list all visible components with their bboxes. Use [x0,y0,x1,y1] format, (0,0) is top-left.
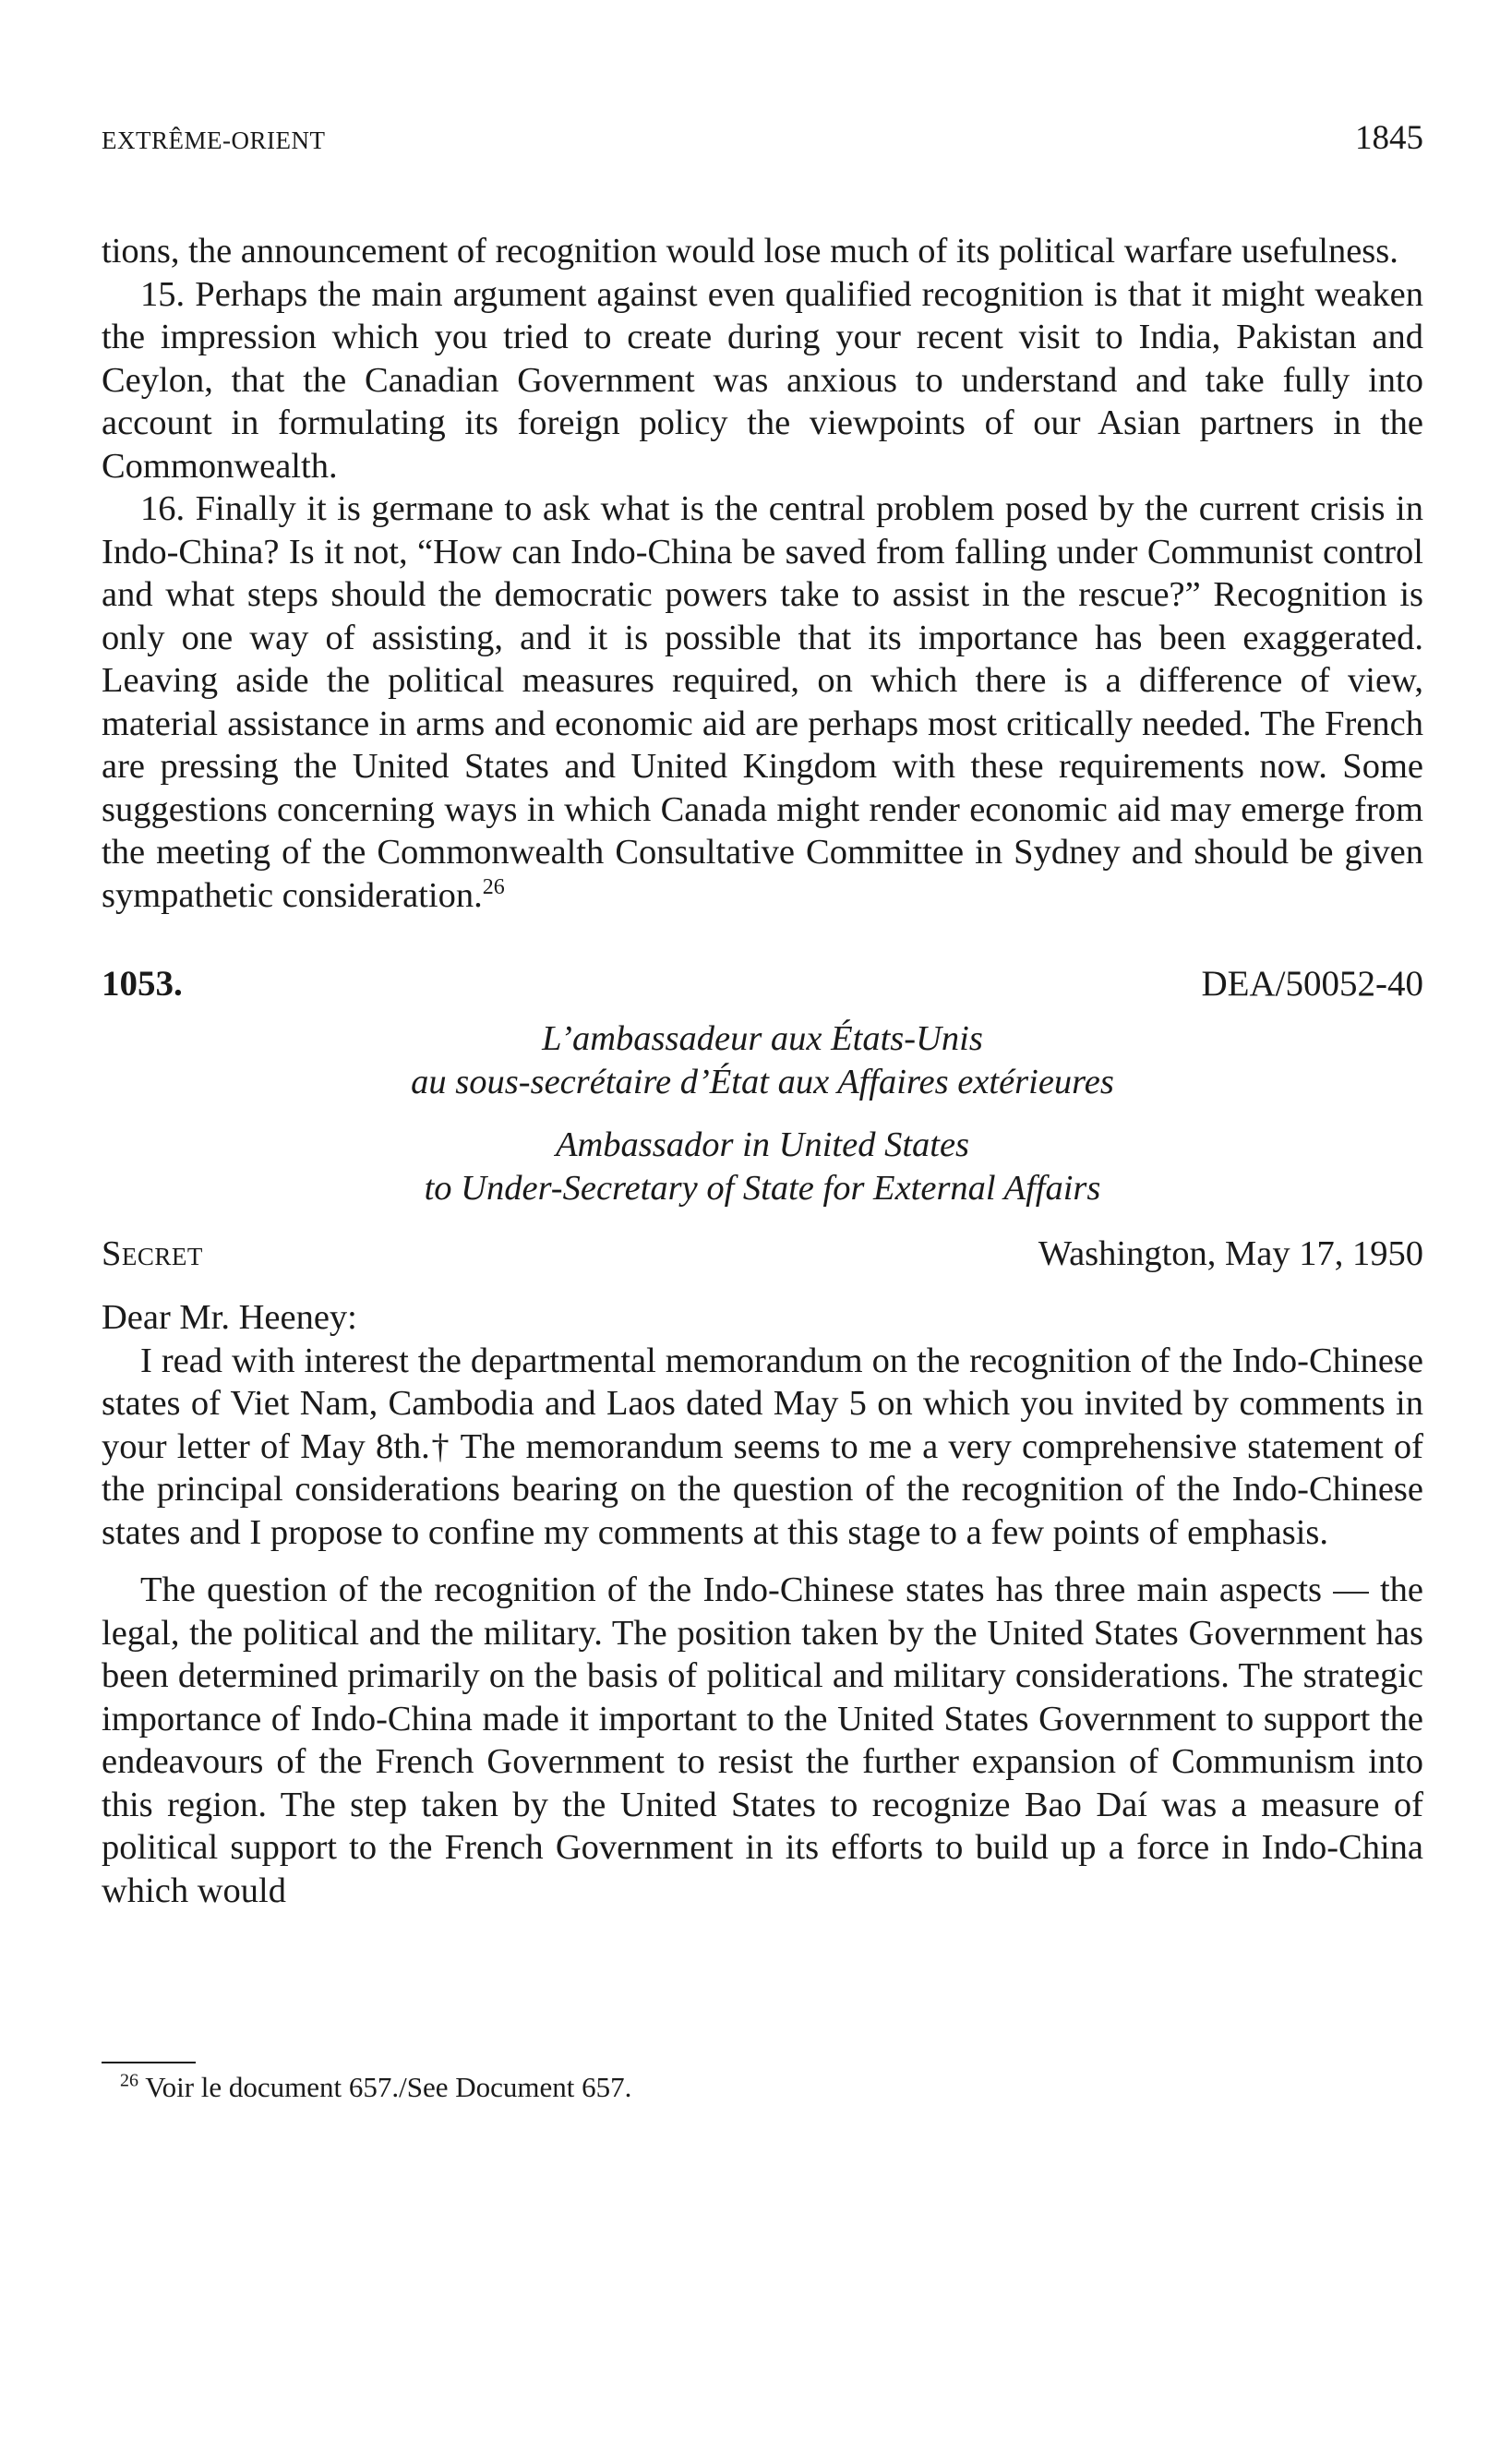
document-page [102,118,1423,2104]
addressing-french [102,1017,1423,1103]
running-title: EXTRÊME-ORIENT [102,126,326,154]
salutation: Dear Mr. Heeney: [102,1298,357,1337]
place-date: Washington, May 17, 1950 [1038,1234,1423,1273]
letter-paragraph-1: I read with interest the departmental memorandum on the recognition of the Indo-Chinese states of Viet Nam, Cambodia and Laos dated May 5 on which you invited by comments in your letter of May 8th.† The memorandum seems to me a very comprehensive statement of the principal considerations bearing on the question of the recognition of the Indo-Chinese states and I propose to confine my comments at this stage to a few points of emphasis. [102,1341,1423,1552]
letter-body [102,1340,1423,1913]
page-number: 1845 [1355,119,1423,157]
addressing-english [102,1124,1423,1209]
continuation-paragraph: tions, the announcement of recognition would lose much of its political warfare usefulness. [102,232,1398,271]
addressing-french-line-1: L’ambassadeur aux États-Unis [542,1019,983,1058]
addressing-english-line-1: Ambassador in United States [555,1125,970,1164]
previous-document-text [102,230,1423,917]
classification: Secret [102,1234,203,1273]
footnote-text: Voir le document 657./See Document 657. [145,2071,632,2103]
document-header [102,963,1423,1004]
addressing-english-line-2: to Under-Secretary of State for External Affairs [424,1168,1101,1208]
letter-paragraph-2: The question of the recognition of the Indo-Chinese states has three main aspects — the legal, the political and the military. The position taken by the United States Government has been determined primarily on the basis of political and military considerations. The strategic importance of Indo-China made it important to the United States Government to support the endeavours of the French Government to resist the further expansion of Communism into this region. The step taken by the United States to recognize Bao Daí was a measure of political support to the French Government in its efforts to build up a force in Indo-China which would [102,1570,1423,1910]
paragraph-16-text: 16. Finally it is germane to ask what is the central problem posed by the current crisis in Indo-China? Is it not, “How can Indo-China be saved from falling under Communist control and what steps should the democratic powers take to assist in the rescue?” Recognition is only one way of assisting, and it is possible that its importance has been exaggerated. Leaving aside the political measures required, on which there is a difference of view, material assistance in arms and economic aid are perhaps most critically needed. The French are pressing the United States and United Kingdom with these requirements now. Some suggestions concerning ways in which Canada might render economic aid may emerge from the meeting of the Commonwealth Consultative Committee in Sydney and should be given sympathetic consideration. [102,489,1423,915]
dateline [102,1233,1423,1274]
addressing-french-line-2: au sous-secrétaire d’État aux Affaires extérieures [411,1062,1114,1101]
addressing-block [102,1017,1423,1209]
paragraph-16 [102,487,1423,917]
footnote [102,2071,1423,2104]
running-head [102,118,1423,158]
footnote-reference: 26 [482,874,505,899]
footnote-rule [102,2062,196,2063]
file-reference: DEA/50052-40 [1201,964,1423,1004]
paragraph-15: 15. Perhaps the main argument against even qualified recognition is that it might weaken the impression which you tried to create during your recent visit to India, Pakistan and Ceylon, that the Canadian Government was anxious to understand and take fully into account in formulating its foreign policy the viewpoints of our Asian partners in the Commonwealth. [102,274,1423,486]
footnote-marker: 26 [120,2070,138,2091]
document-number: 1053. [102,964,183,1004]
